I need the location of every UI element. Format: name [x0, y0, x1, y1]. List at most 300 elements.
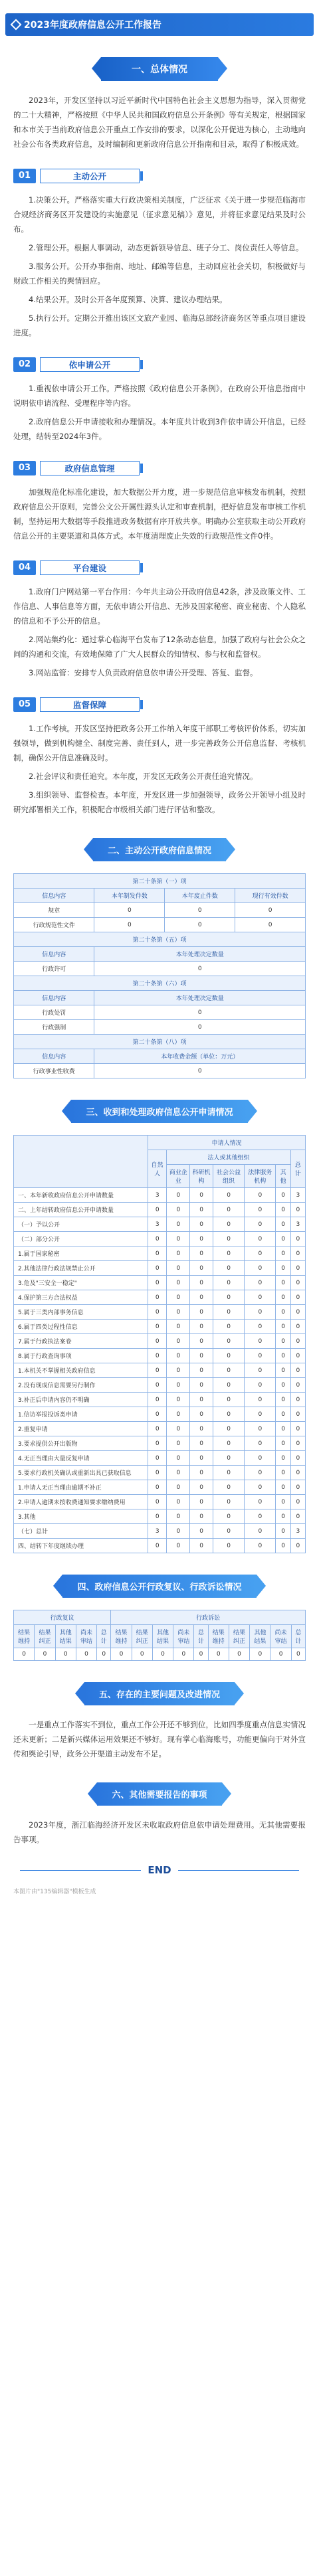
- table-cell: 0: [213, 1422, 244, 1436]
- table-cell: 0: [190, 1217, 213, 1232]
- table-cell: 行政强制: [14, 1020, 94, 1035]
- row-label: 3.要求提供公开出版物: [14, 1436, 148, 1451]
- row-label: 1.申请人无正当理由逾期不补正: [14, 1480, 148, 1495]
- table-cell: 0: [190, 1290, 213, 1305]
- table-cell: 3: [290, 1524, 305, 1539]
- subhead-1-number: 01: [13, 169, 36, 183]
- table-cell: 0: [245, 1422, 276, 1436]
- table-col-header: 本年制发件数: [94, 889, 165, 903]
- table-cell: 0: [190, 1436, 213, 1451]
- table-cell: 0: [148, 1451, 167, 1466]
- table-col-header: 信息内容: [14, 947, 94, 962]
- table-cell: 0: [276, 1246, 290, 1261]
- table-cell: 0: [290, 1378, 305, 1393]
- table-cell: 0: [229, 1648, 249, 1661]
- table-cell: 0: [276, 1480, 290, 1495]
- table-cell: 0: [245, 1334, 276, 1349]
- table-cell: 0: [276, 1203, 290, 1217]
- table-cell: 0: [94, 962, 306, 976]
- subhead-2-title: 依申请公开: [40, 357, 140, 372]
- table-row: [14, 1466, 306, 1480]
- table-cell: 0: [148, 1246, 167, 1261]
- table-col-header: 结果维持: [14, 1625, 35, 1648]
- table-cell: 0: [290, 1422, 305, 1436]
- table-cell: 0: [245, 1393, 276, 1407]
- table-cell: 0: [245, 1466, 276, 1480]
- table-row: [14, 1064, 306, 1078]
- table-cell: 0: [111, 1648, 132, 1661]
- active-disclosure-table: [13, 873, 306, 1078]
- table-cell: 0: [276, 1188, 290, 1203]
- table-cell: 0: [245, 1363, 276, 1378]
- table-row: [14, 1349, 306, 1363]
- review-litigation-table: [13, 1610, 306, 1661]
- table-cell: 0: [213, 1334, 244, 1349]
- section-2-title: 二、主动公开政府信息情况: [93, 838, 226, 861]
- table-cell: 0: [167, 1232, 190, 1246]
- table-cell: 0: [290, 1334, 305, 1349]
- table-section-header: 第二十条第（六）项: [14, 976, 306, 991]
- table-cell: 0: [245, 1320, 276, 1334]
- table-cell: 0: [290, 1466, 305, 1480]
- row-label: 2.申请人逾期未按收费通知要求缴纳费用: [14, 1495, 148, 1509]
- section-5-heading: [13, 1682, 306, 1705]
- table-cell: 0: [190, 1261, 213, 1276]
- table-cell: 0: [276, 1276, 290, 1290]
- table-cell: 0: [290, 1203, 305, 1217]
- table-cell: 0: [190, 1232, 213, 1246]
- table-cell: 0: [190, 1524, 213, 1539]
- active-disclosure-paragraph: 5.执行公开。定期公开推出该区文旅产业园、临海总部经济商务区等重点项目建设进度。: [13, 313, 306, 337]
- table-row: [14, 1217, 306, 1232]
- table-row: [14, 1020, 306, 1035]
- table-cell: 0: [245, 1480, 276, 1495]
- table-cell: 0: [276, 1524, 290, 1539]
- table-cell: 0: [276, 1378, 290, 1393]
- table-col-header: 法律服务机构: [245, 1165, 276, 1188]
- table-cell: 3: [290, 1188, 305, 1203]
- table-cell: 0: [290, 1290, 305, 1305]
- table-cell: 0: [167, 1509, 190, 1524]
- table-cell: 0: [167, 1290, 190, 1305]
- oversight-paragraph: 3.组织领导、监督检查。本年度，开发区进一步加强领导，政务公开领导小组及时研究部署相关工作，积极配合市级相关部门进行评估和整改。: [13, 790, 306, 814]
- table-cell: 0: [245, 1232, 276, 1246]
- subhead-2-number: 02: [13, 357, 36, 372]
- table-col-header: 结果纠正: [229, 1625, 249, 1648]
- info-management-paragraph: 加强规范化标准化建设，加大数据公开力度，进一步规范信息审核发布机制，按照政府信息公开原则，完善公文公开属性源头认定和审查机制，把好信息发布审核工作机制，坚持运用大数据等手段推进政务数据有序开放共享。明确办公室获取主动公开政府信息公开的主要渠道和具体方式。本年度清理废止失效的行政规范性文件0件。: [13, 487, 306, 541]
- table-cell: 0: [148, 1539, 167, 1553]
- section-6-heading: [13, 1782, 306, 1806]
- subhead-3-number: 03: [13, 461, 36, 475]
- table-cell: 0: [276, 1261, 290, 1276]
- table-cell: 0: [167, 1480, 190, 1495]
- table-cell: 0: [213, 1539, 244, 1553]
- section-3-title: 三、收到和处理政府信息公开申请情况: [71, 1100, 247, 1123]
- table-cell: 0: [55, 1648, 76, 1661]
- table-cell: 0: [190, 1539, 213, 1553]
- table-cell: 0: [245, 1349, 276, 1363]
- table-row: [14, 1378, 306, 1393]
- table-cell: 0: [276, 1363, 290, 1378]
- active-disclosure-paragraph: 4.结果公开。及时公开各年度预算、决算、建议办理结果。: [29, 295, 227, 304]
- section-1-heading: [13, 57, 306, 81]
- table-cell: 0: [148, 1363, 167, 1378]
- table-row: [14, 903, 306, 918]
- issues-paragraph: 一是重点工作落实不到位，重点工作公开还不够到位，比如四季度重点信息实情况还未更新；二是新兴媒体运用效果还不够好。现有掌心临海账号，功能更偏向于对外宣传和舆论引导，政务公开渠道主动发布不足。: [13, 1720, 306, 1759]
- table-cell: 0: [276, 1436, 290, 1451]
- row-label: 1.本机关不掌握相关政府信息: [14, 1363, 148, 1378]
- table-cell: 3: [148, 1217, 167, 1232]
- table-cell: 0: [276, 1334, 290, 1349]
- table-col-header: 本年废止件数: [165, 889, 235, 903]
- table-cell: 0: [167, 1217, 190, 1232]
- table-cell: 0: [235, 918, 306, 932]
- table-cell: 0: [276, 1422, 290, 1436]
- table-row: [14, 1480, 306, 1495]
- oversight-paragraph: 2.社会评议和责任追究。本年度，开发区无政务公开责任追究情况。: [29, 772, 258, 781]
- footer-note: 本图片由"135编辑器"模板生成: [13, 1889, 96, 1895]
- table-cell: 0: [276, 1320, 290, 1334]
- table-col-header: 本年处理决定数量: [94, 991, 306, 1005]
- table-cell: 0: [213, 1495, 244, 1509]
- table-col-header: 其他结果: [55, 1625, 76, 1648]
- table-cell: 0: [213, 1232, 244, 1246]
- table-cell: 0: [148, 1261, 167, 1276]
- table-cell: 行政规范性文件: [14, 918, 94, 932]
- table-cell: 0: [76, 1648, 96, 1661]
- table-col-header: 其他: [276, 1165, 290, 1188]
- table-cell: 0: [190, 1320, 213, 1334]
- table-cell: 0: [290, 1349, 305, 1363]
- table-cell: 0: [290, 1539, 305, 1553]
- table-cell: 0: [276, 1509, 290, 1524]
- table-cell: 0: [165, 918, 235, 932]
- table-cell: 0: [290, 1246, 305, 1261]
- table-cell: 0: [290, 1232, 305, 1246]
- table-row: [14, 1232, 306, 1246]
- table-cell: 0: [276, 1393, 290, 1407]
- table-cell: 0: [245, 1378, 276, 1393]
- table-cell: 3: [290, 1217, 305, 1232]
- table-col-header: 结果维持: [111, 1625, 132, 1648]
- table-cell: 0: [167, 1539, 190, 1553]
- table-cell: 0: [276, 1232, 290, 1246]
- table-cell: 0: [167, 1203, 190, 1217]
- row-label: 5.要求行政机关确认或重新出具已获取信息: [14, 1466, 148, 1480]
- table-cell: 0: [190, 1305, 213, 1320]
- table-cell: 0: [190, 1393, 213, 1407]
- row-label: 二、上年结转政府信息公开申请数量: [14, 1203, 148, 1217]
- table-col-header: 科研机构: [190, 1165, 213, 1188]
- table-col-header: 本年处理决定数量: [94, 947, 306, 962]
- table-section-header: 第二十条第（八）项: [14, 1035, 306, 1049]
- table-cell: 0: [148, 1349, 167, 1363]
- table-cell: 0: [245, 1509, 276, 1524]
- section-3-heading: [13, 1100, 306, 1123]
- table-col-header: 尚未审结: [270, 1625, 291, 1648]
- table-row: [14, 1539, 306, 1553]
- table-cell: 0: [245, 1407, 276, 1422]
- report-header: [5, 13, 314, 36]
- table-cell: 0: [290, 1436, 305, 1451]
- table-col-header: 其他结果: [250, 1625, 270, 1648]
- table-cell: 0: [213, 1363, 244, 1378]
- requests-table-body: [14, 1188, 306, 1553]
- table-cell: 0: [290, 1320, 305, 1334]
- table-cell: 0: [213, 1188, 244, 1203]
- table-cell: 0: [94, 903, 165, 918]
- table-cell: 0: [245, 1495, 276, 1509]
- subhead-2: [13, 357, 306, 372]
- table-cell: 0: [190, 1451, 213, 1466]
- table-cell: 3: [148, 1188, 167, 1203]
- table-row: [14, 1495, 306, 1509]
- table-col-header: 尚未审结: [76, 1625, 96, 1648]
- section-2-heading: [13, 838, 306, 861]
- table-cell: 0: [190, 1363, 213, 1378]
- row-label: 4.保护第三方合法权益: [14, 1290, 148, 1305]
- table-row: [14, 1407, 306, 1422]
- table-cell: 0: [276, 1466, 290, 1480]
- table-cell: 0: [290, 1480, 305, 1495]
- table-cell: 0: [190, 1188, 213, 1203]
- table-col-header: 社会公益组织: [213, 1165, 244, 1188]
- table-row: [14, 1276, 306, 1290]
- table-cell: 0: [148, 1509, 167, 1524]
- table-cell: 0: [208, 1648, 229, 1661]
- table-cell: 0: [213, 1246, 244, 1261]
- row-label: 7.属于行政执法案卷: [14, 1334, 148, 1349]
- table-cell: 0: [167, 1436, 190, 1451]
- table-col-header: 法人或其他组织: [167, 1150, 290, 1165]
- table-cell: 行政处罚: [14, 1005, 94, 1020]
- table-cell: 0: [190, 1203, 213, 1217]
- diamond-icon: [11, 19, 22, 31]
- section-4-heading: [13, 1575, 306, 1598]
- table-cell: 0: [245, 1246, 276, 1261]
- table-cell: 0: [167, 1305, 190, 1320]
- table-cell: 0: [148, 1378, 167, 1393]
- table-cell: 0: [167, 1393, 190, 1407]
- subhead-5-title: 监督保障: [40, 697, 140, 712]
- table-col-header: 其他结果: [152, 1625, 173, 1648]
- table-cell: 0: [148, 1290, 167, 1305]
- platform-paragraph: 2.网站集约化：通过掌心临海平台发布了12条动态信息，加强了政府与社会公众之间的沟通和交流，有效地保障了广大人民群众的知情权、参与权和监督权。: [13, 635, 306, 659]
- requests-table: [13, 1135, 306, 1553]
- table-cell: 0: [148, 1422, 167, 1436]
- table-cell: 0: [245, 1539, 276, 1553]
- table-col-header: 总计: [290, 1150, 305, 1188]
- table-row: [14, 1451, 306, 1466]
- table-cell: 0: [245, 1261, 276, 1276]
- table-cell: 0: [245, 1524, 276, 1539]
- table-cell: 行政许可: [14, 962, 94, 976]
- table-cell: 0: [290, 1451, 305, 1466]
- divider: [20, 1870, 141, 1871]
- table-cell: 0: [148, 1495, 167, 1509]
- table-cell: 0: [245, 1188, 276, 1203]
- table-cell: 0: [213, 1305, 244, 1320]
- table-cell: 0: [167, 1188, 190, 1203]
- subhead-4-number: 04: [13, 560, 36, 575]
- table-cell: 0: [190, 1495, 213, 1509]
- request-disclosure-paragraph: 2.政府信息公开申请接收和办理情况。本年度共计收到3件依申请公开信息，已经处理，结转至2024年3件。: [13, 417, 306, 441]
- table-cell: 0: [190, 1334, 213, 1349]
- table-cell: 0: [290, 1495, 305, 1509]
- table-col-header: 商业企业: [167, 1165, 190, 1188]
- subhead-5-number: 05: [13, 697, 36, 712]
- table-cell: 0: [167, 1451, 190, 1466]
- table-row: [14, 1290, 306, 1305]
- row-label: 四、结转下年度继续办理: [14, 1539, 148, 1553]
- table-col-header: 总计: [291, 1625, 305, 1648]
- table-col-header: 总计: [97, 1625, 111, 1648]
- table-cell: 0: [276, 1305, 290, 1320]
- table-cell: 0: [190, 1246, 213, 1261]
- row-label: 3.其他: [14, 1509, 148, 1524]
- table-cell: 0: [94, 1005, 306, 1020]
- table-col-header: 结果纠正: [35, 1625, 55, 1648]
- table-col-header: 本年收费金额（单位：万元）: [94, 1049, 306, 1064]
- table-row: [14, 918, 306, 932]
- table-section-header: 第二十条第（一）项: [14, 874, 306, 889]
- table-cell: 0: [167, 1466, 190, 1480]
- table-cell: 0: [167, 1495, 190, 1509]
- table-cell: 0: [213, 1436, 244, 1451]
- platform-paragraph: 1.政府门户网站第一平台作用：今年共主动公开政府信息42条，涉及政策文件、工作信息、人事信息等方面，无依申请公开信息、无涉及国家秘密、商业秘密、个人隐私的信息和不予公开的信息。: [13, 587, 306, 626]
- table-cell: 0: [148, 1305, 167, 1320]
- table-cell: 3: [148, 1524, 167, 1539]
- table-cell: 0: [94, 1064, 306, 1078]
- table-row: [14, 1305, 306, 1320]
- table-cell: 0: [152, 1648, 173, 1661]
- table-cell: 0: [290, 1363, 305, 1378]
- row-label: （一）予以公开: [14, 1217, 148, 1232]
- subhead-5: [13, 697, 306, 712]
- table-cell: 0: [148, 1436, 167, 1451]
- row-label: 5.属于三类内部事务信息: [14, 1305, 148, 1320]
- table-cell: 0: [276, 1290, 290, 1305]
- table-row: [14, 1246, 306, 1261]
- table-col-header: 结果纠正: [132, 1625, 152, 1648]
- table-cell: 0: [167, 1524, 190, 1539]
- table-cell: 0: [148, 1393, 167, 1407]
- table-cell: 0: [276, 1539, 290, 1553]
- table-cell: 0: [290, 1509, 305, 1524]
- table-cell: 0: [270, 1648, 291, 1661]
- table-cell: 0: [290, 1276, 305, 1290]
- report-content: [0, 57, 319, 1876]
- table-cell: 0: [213, 1466, 244, 1480]
- table-row: [14, 1509, 306, 1524]
- row-label: 3.危及"三安全一稳定": [14, 1276, 148, 1290]
- table-cell: 0: [235, 903, 306, 918]
- active-disclosure-paragraph: 3.服务公开。公开办事指南、地址、邮编等信息，主动回应社会关切，积极做好与财政工作相关的舆情回应。: [13, 262, 306, 286]
- table-cell: 0: [173, 1648, 194, 1661]
- table-cell: 0: [213, 1276, 244, 1290]
- table-row: [14, 1436, 306, 1451]
- table-col-header: 申请人情况: [148, 1136, 305, 1150]
- subhead-4: [13, 560, 306, 575]
- table-cell: 0: [190, 1509, 213, 1524]
- row-label: 2.其他法律行政法规禁止公开: [14, 1261, 148, 1276]
- row-label: 一、本年新收政府信息公开申请数量: [14, 1188, 148, 1203]
- table-cell: 0: [167, 1363, 190, 1378]
- table-cell: 0: [14, 1648, 35, 1661]
- table-cell: 0: [213, 1349, 244, 1363]
- table-cell: 0: [94, 1020, 306, 1035]
- table-cell: 0: [132, 1648, 152, 1661]
- table-cell: 0: [167, 1407, 190, 1422]
- report-title: 2023年度政府信息公开工作报告: [24, 20, 161, 31]
- table-cell: 0: [290, 1261, 305, 1276]
- table-cell: 0: [245, 1436, 276, 1451]
- table-cell: 0: [148, 1320, 167, 1334]
- table-row: [14, 1648, 306, 1661]
- end-text: END: [148, 1864, 171, 1876]
- table-cell: 0: [167, 1378, 190, 1393]
- table-col-header: 信息内容: [14, 991, 94, 1005]
- table-col-header: 行政诉讼: [111, 1610, 306, 1625]
- row-label: 2.没有现成信息需要另行制作: [14, 1378, 148, 1393]
- table-cell: 0: [190, 1349, 213, 1363]
- table-cell: 0: [213, 1524, 244, 1539]
- row-label: 6.属于四类过程性信息: [14, 1320, 148, 1334]
- table-cell: 0: [194, 1648, 208, 1661]
- table-cell: 0: [167, 1276, 190, 1290]
- section-6-title: 六、其他需要报告的事项: [97, 1782, 221, 1806]
- table-cell: 0: [290, 1407, 305, 1422]
- table-cell: 0: [213, 1378, 244, 1393]
- subhead-3-title: 政府信息管理: [40, 461, 140, 475]
- active-disclosure-paragraph: 2.管理公开。根据人事调动，动态更新领导信息、班子分工、岗位责任人等信息。: [29, 243, 304, 252]
- table-cell: 0: [35, 1648, 55, 1661]
- table-row: [14, 1524, 306, 1539]
- table-cell: 0: [148, 1232, 167, 1246]
- table-cell: 0: [97, 1648, 111, 1661]
- table-col-header: 现行有效件数: [235, 889, 306, 903]
- section-1-intro: 2023年，开发区坚持以习近平新时代中国特色社会主义思想为指导，深入贯彻党的二十大精神，严格按照《中华人民共和国政府信息公开条例》等有关规定，根据国家和本市关于当前政府信息公开重点工作安排的要求，以深化公开促进为核心，主动地向社会公布各类政府信息，及时编制和更新政府信息公开指南和目录，取得了积极成效。: [13, 96, 306, 149]
- table-col-header: 尚未审结: [173, 1625, 194, 1648]
- table-cell: 0: [167, 1349, 190, 1363]
- table-cell: 0: [94, 918, 165, 932]
- row-label: 2.重复申请: [14, 1422, 148, 1436]
- table-col-header: 信息内容: [14, 889, 94, 903]
- table-cell: 0: [190, 1480, 213, 1495]
- table-corner: [14, 1136, 148, 1188]
- table-cell: 0: [148, 1334, 167, 1349]
- table-cell: 0: [213, 1407, 244, 1422]
- table-cell: 0: [167, 1422, 190, 1436]
- subhead-1: [13, 169, 306, 183]
- table-col-header: 总计: [194, 1625, 208, 1648]
- row-label: 3.补正后申请内容仍不明确: [14, 1393, 148, 1407]
- table-cell: 0: [245, 1290, 276, 1305]
- row-label: 4.无正当理由大量反复申请: [14, 1451, 148, 1466]
- table-cell: 0: [165, 903, 235, 918]
- platform-paragraph: 3.网站监管：安排专人负责政府信息依申请公开受理、答复、监督。: [29, 668, 258, 677]
- table-cell: 0: [190, 1378, 213, 1393]
- table-cell: 0: [213, 1217, 244, 1232]
- oversight-paragraph: 1.工作考核。开发区坚持把政务公开工作纳入年度干部职工考核评价体系，切实加强领导，做到机构健全、制度完善、责任到人，进一步完善政务公开信息监督、考核机制，确保公开信息准确及时。: [13, 724, 306, 762]
- table-cell: 0: [276, 1217, 290, 1232]
- table-cell: 规章: [14, 903, 94, 918]
- table-row: [14, 1188, 306, 1203]
- table-cell: 0: [167, 1246, 190, 1261]
- table-cell: 0: [245, 1276, 276, 1290]
- table-cell: 0: [245, 1451, 276, 1466]
- table-cell: 0: [190, 1466, 213, 1480]
